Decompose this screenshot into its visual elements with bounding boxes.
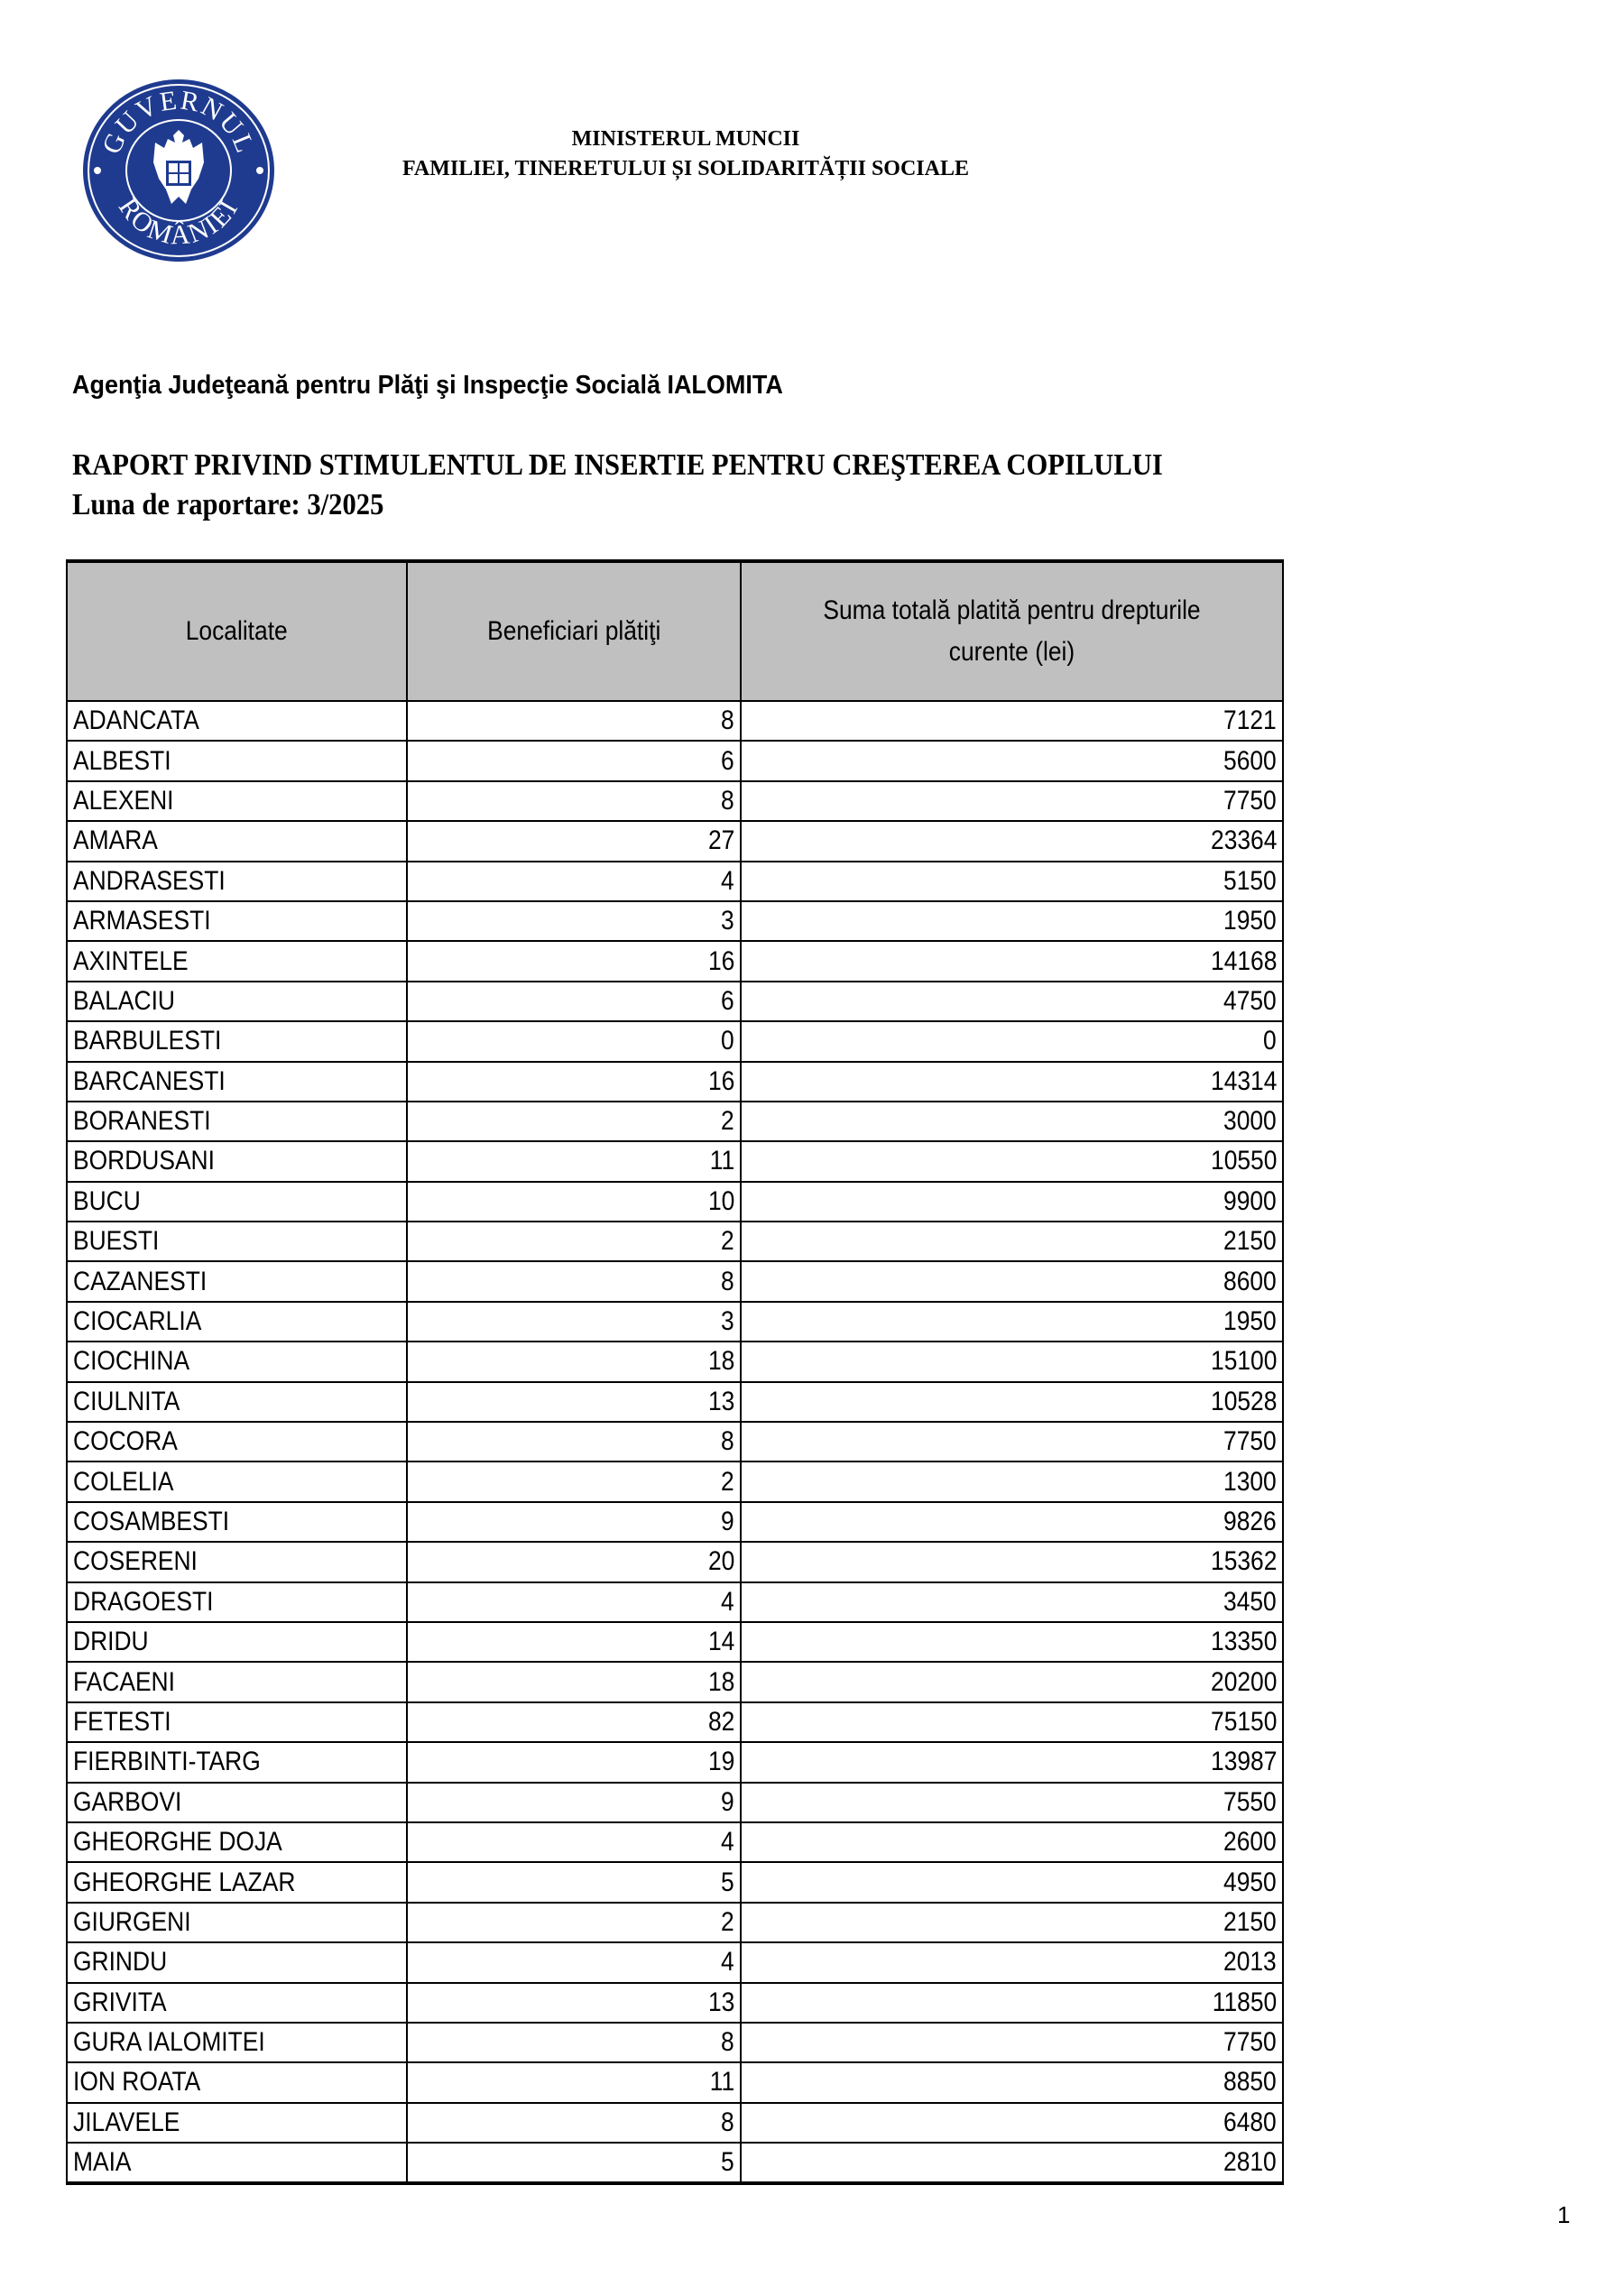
cell-localitate: AMARA <box>67 821 407 861</box>
cell-beneficiari: 19 <box>407 1742 741 1782</box>
table-row <box>67 1222 1283 1261</box>
column-header-suma: Suma totală platită pentru drepturile curente (lei) <box>741 561 1283 701</box>
cell-beneficiari: 5 <box>407 1862 741 1902</box>
cell-suma: 4750 <box>741 982 1283 1021</box>
cell-beneficiari: 8 <box>407 2023 741 2062</box>
svg-text:ROMÂNIEI: ROMÂNIEI <box>112 192 245 251</box>
cell-suma: 13987 <box>741 1742 1283 1782</box>
table-row <box>67 862 1283 901</box>
column-header-localitate: Localitate <box>67 561 407 701</box>
table-row <box>67 2143 1283 2183</box>
cell-suma: 10550 <box>741 1141 1283 1181</box>
cell-suma: 9826 <box>741 1502 1283 1542</box>
cell-suma: 2600 <box>741 1822 1283 1862</box>
table-row <box>67 1742 1283 1782</box>
cell-localitate: COCORA <box>67 1422 407 1462</box>
table-row <box>67 941 1283 981</box>
table-row <box>67 2023 1283 2062</box>
cell-suma: 2013 <box>741 1942 1283 1982</box>
cell-suma: 5150 <box>741 862 1283 901</box>
cell-localitate: ARMASESTI <box>67 901 407 941</box>
cell-beneficiari: 18 <box>407 1662 741 1701</box>
cell-localitate: BUCU <box>67 1182 407 1222</box>
cell-localitate: CIOCHINA <box>67 1342 407 1381</box>
cell-localitate: ADANCATA <box>67 701 407 741</box>
cell-beneficiari: 9 <box>407 1502 741 1542</box>
cell-suma: 10528 <box>741 1382 1283 1422</box>
report-table <box>66 559 1284 2185</box>
table-row <box>67 1942 1283 1982</box>
cell-localitate: GIURGENI <box>67 1903 407 1942</box>
cell-suma: 5600 <box>741 741 1283 780</box>
cell-localitate: FIERBINTI-TARG <box>67 1742 407 1782</box>
cell-suma: 8850 <box>741 2062 1283 2102</box>
table-row <box>67 1062 1283 1102</box>
svg-text:GUVERNUL: GUVERNUL <box>97 85 261 159</box>
table-row <box>67 1462 1283 1501</box>
cell-beneficiari: 9 <box>407 1783 741 1822</box>
column-header-beneficiari: Beneficiari plătiţi <box>407 561 741 701</box>
table-row <box>67 1021 1283 1061</box>
cell-suma: 1950 <box>741 1302 1283 1342</box>
table-row <box>67 1542 1283 1581</box>
cell-beneficiari: 14 <box>407 1622 741 1662</box>
cell-beneficiari: 11 <box>407 1141 741 1181</box>
cell-localitate: COSERENI <box>67 1542 407 1581</box>
table-row <box>67 2103 1283 2143</box>
table-row <box>67 1783 1283 1822</box>
cell-localitate: GRIVITA <box>67 1983 407 2023</box>
cell-suma: 7750 <box>741 781 1283 821</box>
cell-suma: 15100 <box>741 1342 1283 1381</box>
table-row <box>67 982 1283 1021</box>
cell-localitate: ION ROATA <box>67 2062 407 2102</box>
cell-suma: 3000 <box>741 1102 1283 1141</box>
cell-localitate: BORANESTI <box>67 1102 407 1141</box>
cell-beneficiari: 13 <box>407 1983 741 2023</box>
cell-beneficiari: 4 <box>407 1582 741 1622</box>
cell-localitate: DRAGOESTI <box>67 1582 407 1622</box>
table-row <box>67 1622 1283 1662</box>
cell-suma: 2810 <box>741 2143 1283 2183</box>
table-row <box>67 1702 1283 1742</box>
cell-beneficiari: 2 <box>407 1903 741 1942</box>
cell-localitate: DRIDU <box>67 1622 407 1662</box>
cell-beneficiari: 5 <box>407 2143 741 2183</box>
cell-beneficiari: 4 <box>407 1942 741 1982</box>
cell-localitate: GARBOVI <box>67 1783 407 1822</box>
table-header-row <box>67 561 1283 701</box>
cell-localitate: FETESTI <box>67 1702 407 1742</box>
cell-localitate: BARCANESTI <box>67 1062 407 1102</box>
table-row <box>67 1422 1283 1462</box>
table-row <box>67 1342 1283 1381</box>
cell-beneficiari: 6 <box>407 741 741 780</box>
table-row <box>67 1822 1283 1862</box>
cell-localitate: MAIA <box>67 2143 407 2183</box>
cell-localitate: BORDUSANI <box>67 1141 407 1181</box>
ministry-line-2: FAMILIEI, TINERETULUI ȘI SOLIDARITĂȚII SOCIALE <box>402 157 969 180</box>
cell-suma: 4950 <box>741 1862 1283 1902</box>
cell-suma: 14168 <box>741 941 1283 981</box>
table-row <box>67 1662 1283 1701</box>
cell-suma: 7750 <box>741 1422 1283 1462</box>
cell-suma: 3450 <box>741 1582 1283 1622</box>
table-row <box>67 821 1283 861</box>
cell-localitate: CIOCARLIA <box>67 1302 407 1342</box>
cell-suma: 13350 <box>741 1622 1283 1662</box>
cell-localitate: GURA IALOMITEI <box>67 2023 407 2062</box>
cell-beneficiari: 16 <box>407 1062 741 1102</box>
cell-suma: 7550 <box>741 1783 1283 1822</box>
cell-beneficiari: 3 <box>407 1302 741 1342</box>
cell-suma: 1950 <box>741 901 1283 941</box>
cell-localitate: COSAMBESTI <box>67 1502 407 1542</box>
cell-beneficiari: 8 <box>407 1261 741 1301</box>
table-row <box>67 701 1283 741</box>
cell-suma: 75150 <box>741 1702 1283 1742</box>
cell-suma: 23364 <box>741 821 1283 861</box>
cell-beneficiari: 3 <box>407 901 741 941</box>
cell-beneficiari: 2 <box>407 1102 741 1141</box>
cell-suma: 14314 <box>741 1062 1283 1102</box>
table-row <box>67 901 1283 941</box>
page-number: 1 <box>1557 2201 1571 2228</box>
cell-suma: 9900 <box>741 1182 1283 1222</box>
ministry-header <box>325 124 1047 184</box>
cell-beneficiari: 0 <box>407 1021 741 1061</box>
cell-beneficiari: 8 <box>407 2103 741 2143</box>
cell-localitate: BALACIU <box>67 982 407 1021</box>
table-row <box>67 741 1283 780</box>
cell-localitate: FACAENI <box>67 1662 407 1701</box>
cell-beneficiari: 4 <box>407 862 741 901</box>
table-row <box>67 1182 1283 1222</box>
table-row <box>67 1983 1283 2023</box>
cell-localitate: CAZANESTI <box>67 1261 407 1301</box>
cell-beneficiari: 20 <box>407 1542 741 1581</box>
guvernul-romaniei-seal-icon <box>81 78 276 263</box>
cell-suma: 2150 <box>741 1903 1283 1942</box>
table-row <box>67 1862 1283 1902</box>
cell-localitate: ALBESTI <box>67 741 407 780</box>
report-title: RAPORT PRIVIND STIMULENTUL DE INSERTIE PENTRU CREŞTEREA COPILULUI <box>72 448 1163 482</box>
table-row <box>67 1261 1283 1301</box>
cell-suma: 7750 <box>741 2023 1283 2062</box>
table-row <box>67 1382 1283 1422</box>
table-row <box>67 1141 1283 1181</box>
table-row <box>67 1502 1283 1542</box>
cell-beneficiari: 2 <box>407 1222 741 1261</box>
cell-beneficiari: 4 <box>407 1822 741 1862</box>
ministry-line-1: MINISTERUL MUNCII <box>571 127 800 151</box>
cell-suma: 11850 <box>741 1983 1283 2023</box>
cell-suma: 8600 <box>741 1261 1283 1301</box>
table-row <box>67 1302 1283 1342</box>
cell-localitate: AXINTELE <box>67 941 407 981</box>
cell-localitate: BARBULESTI <box>67 1021 407 1061</box>
cell-suma: 1300 <box>741 1462 1283 1501</box>
agency-name: Agenţia Judeţeană pentru Plăţi şi Inspecţie Socială IALOMITA <box>72 371 783 400</box>
table-row <box>67 2062 1283 2102</box>
cell-suma: 15362 <box>741 1542 1283 1581</box>
cell-beneficiari: 11 <box>407 2062 741 2102</box>
cell-suma: 7121 <box>741 701 1283 741</box>
table-row <box>67 1102 1283 1141</box>
cell-suma: 2150 <box>741 1222 1283 1261</box>
cell-beneficiari: 8 <box>407 701 741 741</box>
cell-beneficiari: 2 <box>407 1462 741 1501</box>
cell-localitate: GHEORGHE DOJA <box>67 1822 407 1862</box>
cell-beneficiari: 16 <box>407 941 741 981</box>
cell-beneficiari: 6 <box>407 982 741 1021</box>
cell-beneficiari: 18 <box>407 1342 741 1381</box>
cell-beneficiari: 82 <box>407 1702 741 1742</box>
cell-localitate: ALEXENI <box>67 781 407 821</box>
cell-suma: 6480 <box>741 2103 1283 2143</box>
table-row <box>67 781 1283 821</box>
cell-suma: 0 <box>741 1021 1283 1061</box>
table-row <box>67 1903 1283 1942</box>
cell-beneficiari: 8 <box>407 1422 741 1462</box>
cell-beneficiari: 8 <box>407 781 741 821</box>
cell-localitate: JILAVELE <box>67 2103 407 2143</box>
cell-localitate: ANDRASESTI <box>67 862 407 901</box>
cell-beneficiari: 10 <box>407 1182 741 1222</box>
cell-localitate: COLELIA <box>67 1462 407 1501</box>
cell-suma: 20200 <box>741 1662 1283 1701</box>
cell-localitate: CIULNITA <box>67 1382 407 1422</box>
cell-beneficiari: 27 <box>407 821 741 861</box>
cell-localitate: BUESTI <box>67 1222 407 1261</box>
cell-localitate: GHEORGHE LAZAR <box>67 1862 407 1902</box>
table-row <box>67 1582 1283 1622</box>
cell-beneficiari: 13 <box>407 1382 741 1422</box>
report-month: Luna de raportare: 3/2025 <box>72 488 384 521</box>
cell-localitate: GRINDU <box>67 1942 407 1982</box>
